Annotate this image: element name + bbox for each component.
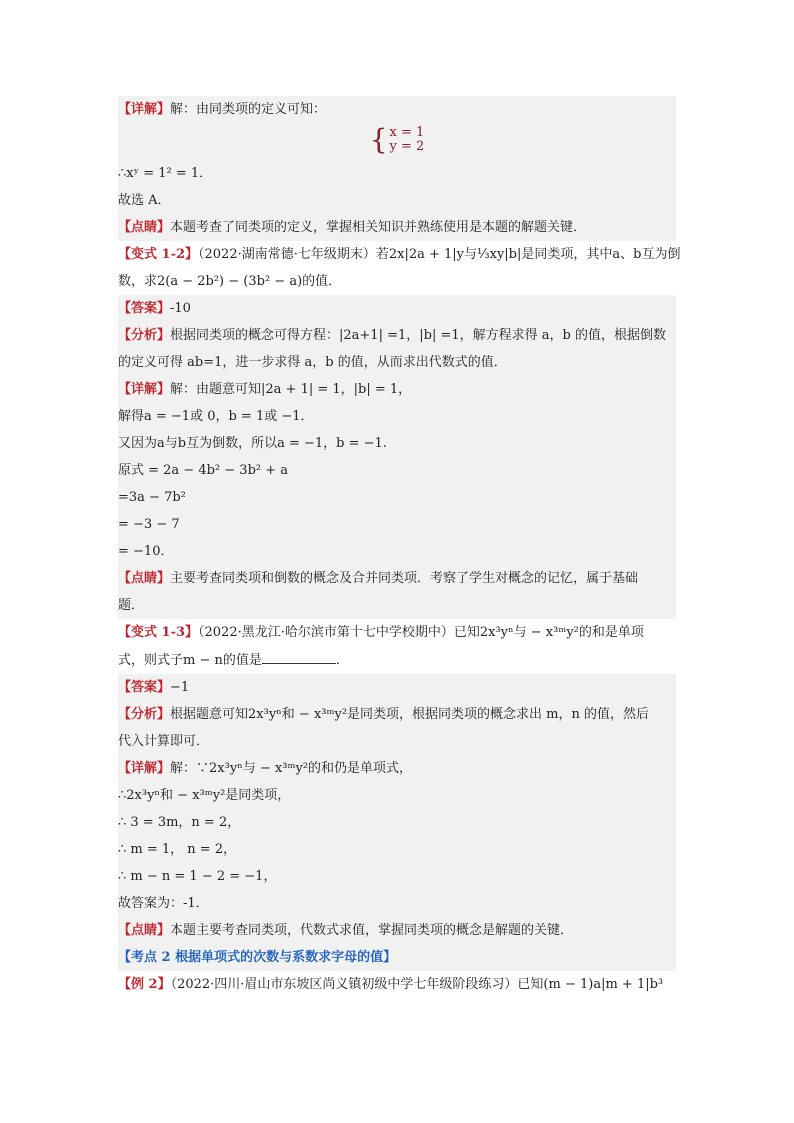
text-line <box>118 917 676 944</box>
line-text: ∴ 3 = 3m，n = 2， <box>118 815 241 830</box>
line-text: ∴ m − n = 1 − 2 = −1， <box>118 869 277 884</box>
brace-icon: { <box>369 123 388 156</box>
text-line <box>118 619 676 646</box>
section-tag: 【点睛】 <box>118 571 171 586</box>
line-text: 根据单项式的次数与系数求字母的值】 <box>170 950 397 965</box>
line-text: = −3 − 7 <box>118 517 180 532</box>
line-text: 代入计算即可． <box>118 734 210 749</box>
text-line <box>118 944 676 971</box>
section-tag: 【详解】 <box>118 761 171 776</box>
line-text: 本题主要考查同类项，代数式求值，掌握同类项的概念是解题的关键． <box>170 923 574 938</box>
answer-blank[interactable] <box>262 651 336 664</box>
line-text: 题． <box>118 598 145 613</box>
line-text: 解：由同类项的定义可知： <box>170 102 327 117</box>
text-line <box>118 511 676 538</box>
text-line <box>118 701 676 728</box>
line-text: 又因为a与b互为倒数，所以a = −1，b = −1. <box>118 436 387 451</box>
line-text: 的定义可得 ab=1，进一步求得 a，b 的值，从而求出代数式的值． <box>118 355 507 370</box>
equation-row: x = 1 <box>389 125 425 140</box>
section-tag: 【点睛】 <box>118 923 171 938</box>
text-line <box>118 674 676 701</box>
text-line <box>118 96 676 123</box>
text-line <box>118 214 676 241</box>
line-text: 根据题意可知2x³yⁿ和 − x³ᵐy²是同类项，根据同类项的概念求出 m，n 的值，然后 <box>170 707 649 722</box>
text-line <box>118 538 676 565</box>
line-text: （2022·黑龙江·哈尔滨市第十七中学校期中）已知2x³yⁿ与 − x³ᵐy²的和是单项 <box>198 625 644 640</box>
content-block <box>118 674 676 944</box>
line-text: = −10． <box>118 544 174 559</box>
section-tag: 【分析】 <box>118 328 171 343</box>
document-page <box>118 96 681 998</box>
text-line <box>118 349 676 376</box>
content-block <box>118 295 676 619</box>
text-line <box>118 403 676 430</box>
line-text: ∴xʸ = 1² = 1． <box>118 166 213 181</box>
section-tag: 【答案】 <box>118 680 171 695</box>
line-text: 解：由题意可知|2a + 1| = 1，|b| = 1， <box>170 382 412 397</box>
text-line <box>118 971 676 998</box>
text-line <box>118 268 676 295</box>
section-tag: 【详解】 <box>118 382 171 397</box>
line-text: -10 <box>170 301 191 316</box>
text-line <box>118 160 676 187</box>
text-line <box>118 728 676 755</box>
text-line <box>118 241 681 268</box>
text-line <box>118 809 676 836</box>
line-text: 本题考查了同类项的定义，掌握相关知识并熟练使用是本题的解题关键． <box>170 220 587 235</box>
line-tail: ． <box>335 653 349 668</box>
section-tag: 【点睛】 <box>118 220 171 235</box>
equation-row: y = 2 <box>389 139 425 154</box>
text-line <box>118 376 676 403</box>
line-text: ∴ m = 1， n = 2， <box>118 842 237 857</box>
text-line <box>118 565 676 592</box>
line-text: 原式 = 2a − 4b² − 3b² + a <box>118 463 289 478</box>
content-block <box>118 241 681 295</box>
text-line <box>118 430 676 457</box>
section-tag: 【变式 1-3】 <box>118 625 199 640</box>
line-text: 解得a = −1或 0，b = 1或 −1． <box>118 409 314 424</box>
section-tag: 【考点 2 <box>118 950 171 965</box>
section-tag: 【例 2】 <box>118 977 171 992</box>
line-text: 解：∵2x³yⁿ与 − x³ᵐy²的和仍是单项式， <box>170 761 413 776</box>
line-text: （2022·四川·眉山市东坡区尚义镇初级中学七年级阶段练习）已知(m − 1)a|m + 1|b³ <box>170 977 664 992</box>
section-tag: 【变式 1-2】 <box>118 247 199 262</box>
line-text: 故答案为：-1． <box>118 896 209 911</box>
text-line <box>118 295 676 322</box>
section-tag: 【答案】 <box>118 301 171 316</box>
equation-system <box>118 123 676 160</box>
line-text: （2022·湖南常德·七年级期末）若2x|2a + 1|y与⅓xy|b|是同类项，其中a、b互为倒 <box>198 247 681 262</box>
text-line <box>118 782 676 809</box>
text-line <box>118 890 676 917</box>
kaodian-heading <box>118 944 676 971</box>
section-tag: 【分析】 <box>118 707 171 722</box>
line-text: 式，则式子m − n的值是 <box>118 653 262 668</box>
content-block <box>118 619 676 674</box>
line-text: −1 <box>170 680 190 695</box>
line-text: ∴2x³yⁿ和 − x³ᵐy²是同类项， <box>118 788 291 803</box>
line-text: 数，求2(a − 2b²) − (3b² − a)的值． <box>118 274 342 289</box>
text-line <box>118 457 676 484</box>
text-line <box>118 755 676 782</box>
text-line <box>118 863 676 890</box>
text-line <box>118 322 676 349</box>
content-block <box>118 971 676 998</box>
text-line <box>118 836 676 863</box>
text-line <box>118 646 676 674</box>
line-text: 根据同类项的概念可得方程：|2a+1| =1，|b| =1，解方程求得 a，b 的值，根据倒数 <box>170 328 666 343</box>
section-tag: 【详解】 <box>118 102 171 117</box>
line-text: 故选 A． <box>118 193 171 208</box>
line-text: =3a − 7b² <box>118 490 186 505</box>
line-text: 主要考查同类项和倒数的概念及合并同类项．考察了学生对概念的记忆，属于基础 <box>170 571 639 586</box>
text-line <box>118 187 676 214</box>
content-block <box>118 96 676 241</box>
text-line <box>118 592 676 619</box>
text-line <box>118 484 676 511</box>
